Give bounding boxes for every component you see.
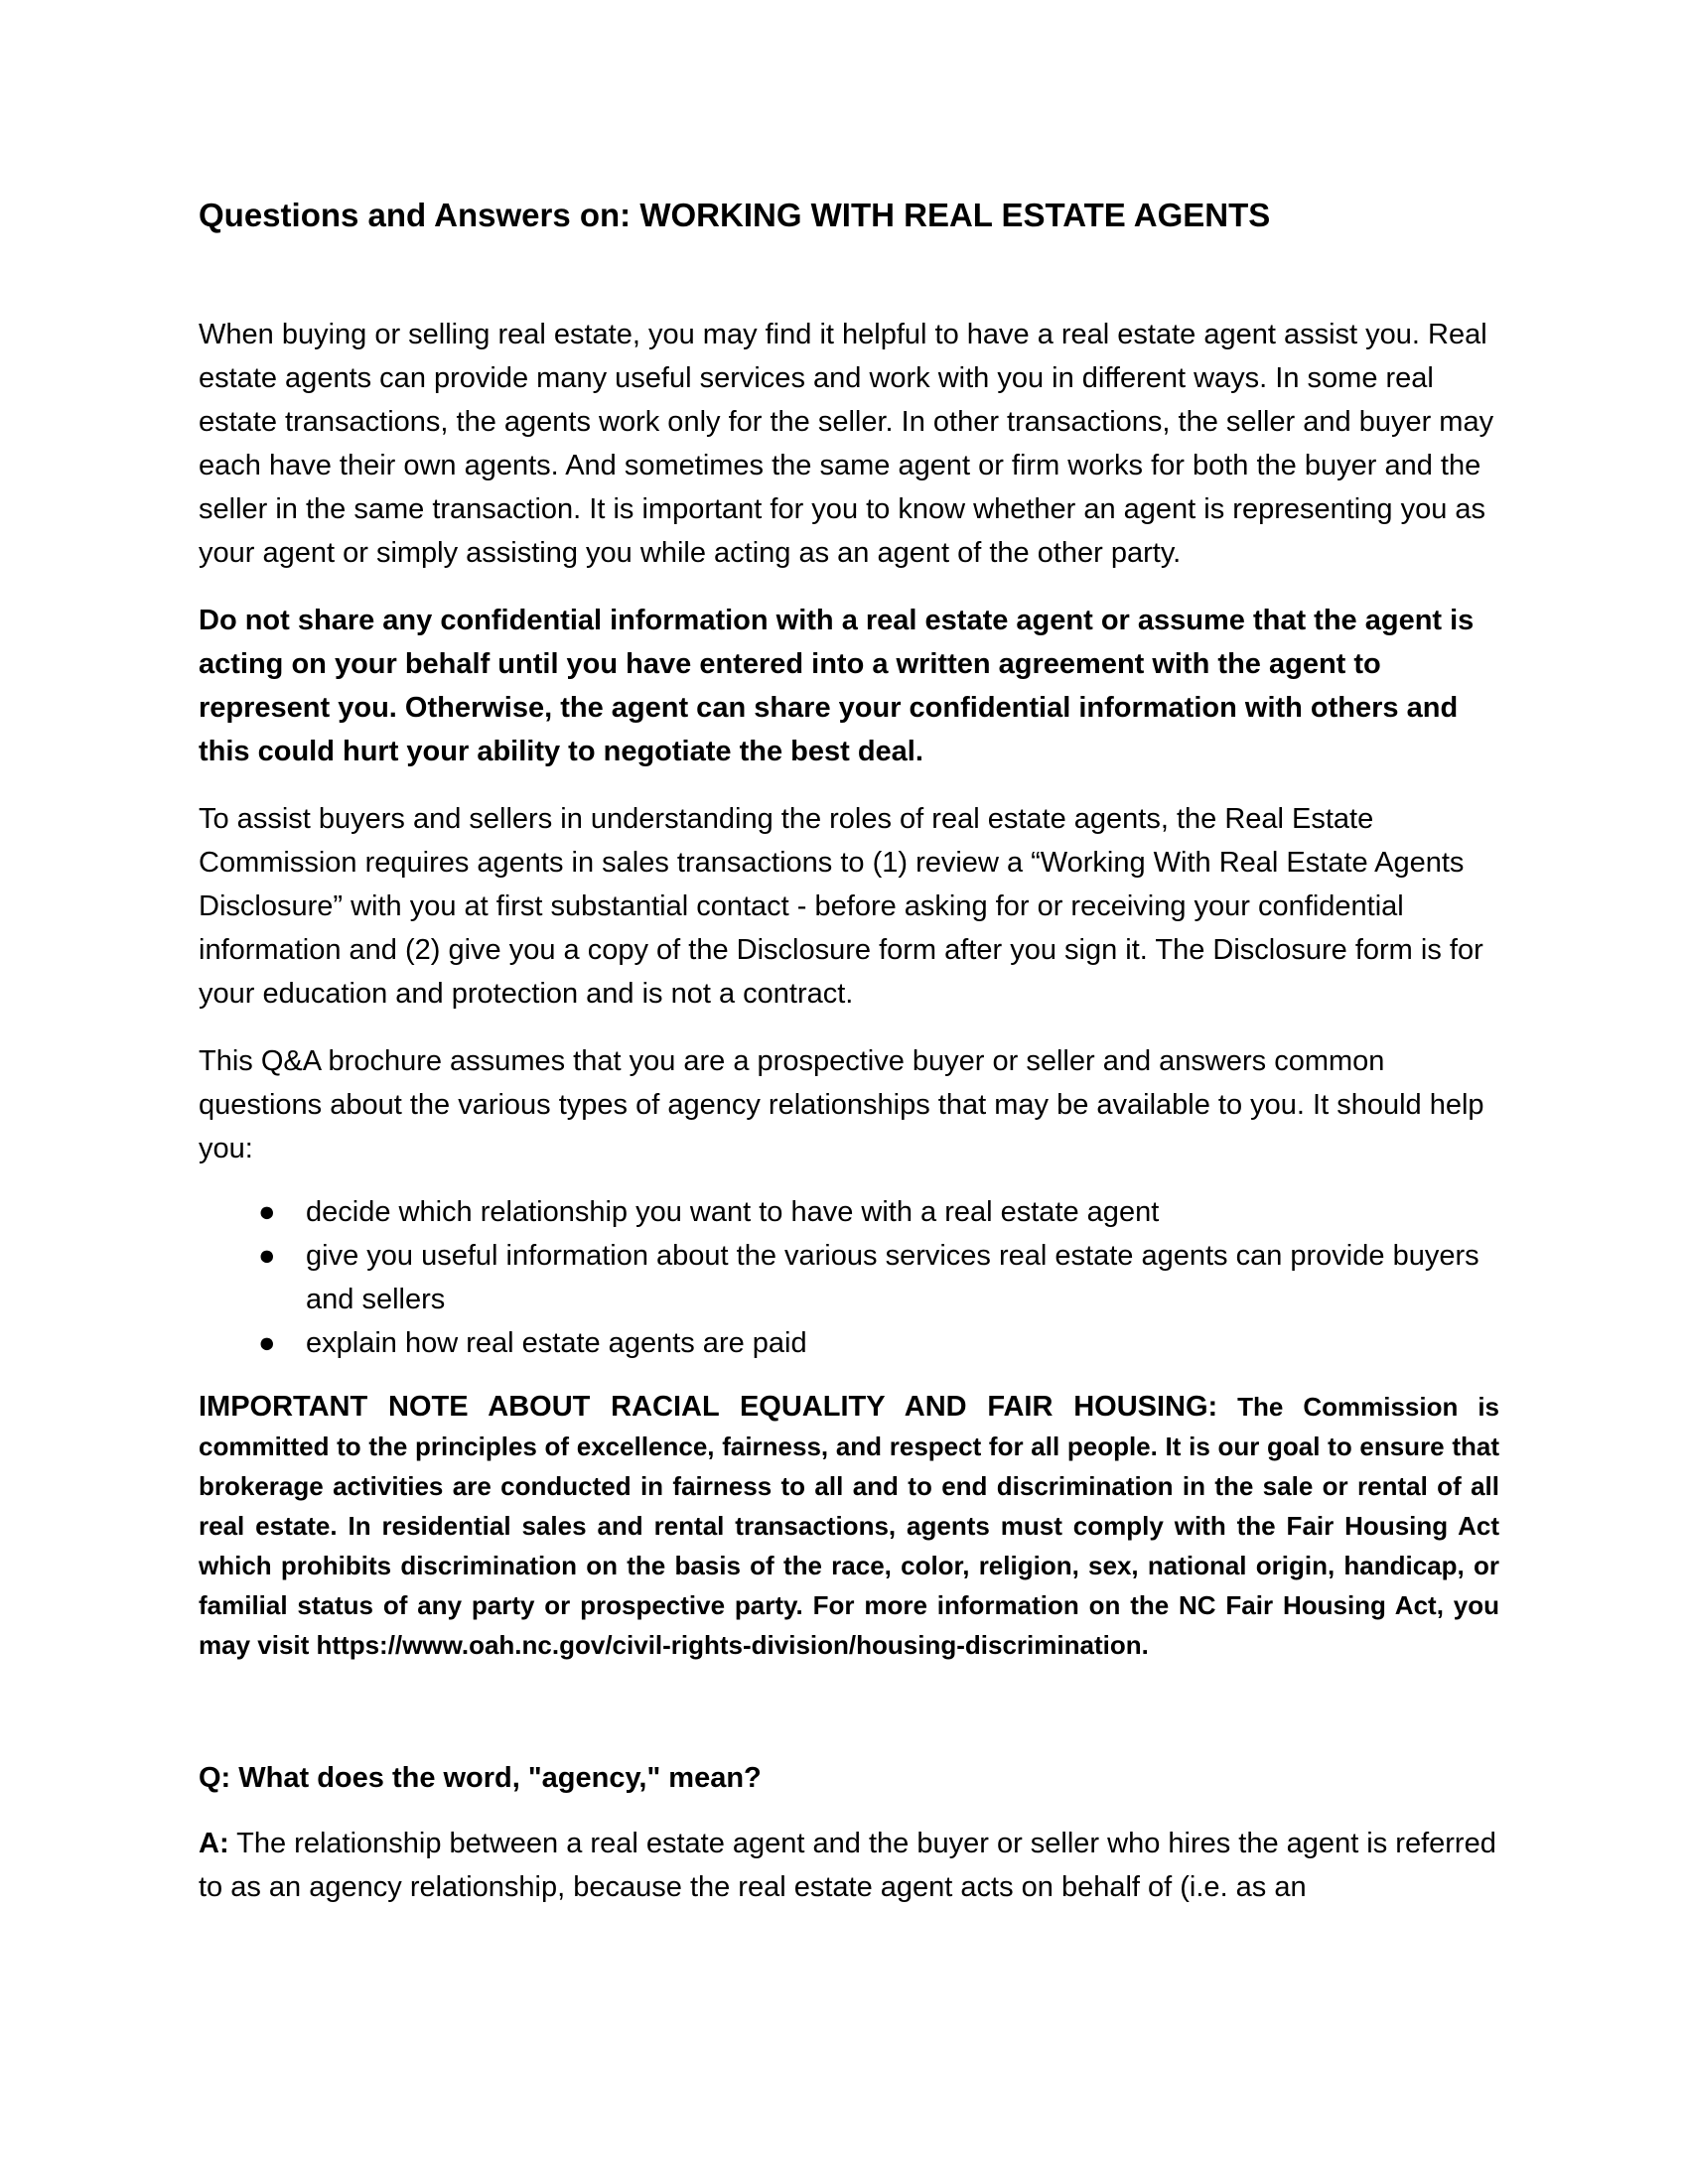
list-item <box>258 1321 1499 1365</box>
faq-question: Q: What does the word, "agency," mean? <box>199 1761 762 1794</box>
brochure-paragraph: This Q&A brochure assumes that you are a prospective buyer or seller and answers common questions about the various types of agency relationships that may be available to you. It should help you: <box>199 1044 1484 1164</box>
disclosure-paragraph: To assist buyers and sellers in understanding the roles of real estate agents, the Real Estate Commission requires agents in sales transactions to (1) review a “Working With Real Estate Agents Disclosure” with you at first substantial contact - before asking for or receiving your confidential information and (2) give you a copy of the Disclosure form after you sign it. The Disclosure form is for your education and protection and is not a contract. <box>199 802 1483 1010</box>
list-item <box>258 1234 1499 1321</box>
list-item-text: decide which relationship you want to have with a real estate agent <box>306 1195 1160 1228</box>
page-title: Questions and Answers on: WORKING WITH REAL ESTATE AGENTS <box>199 197 1271 233</box>
list-item <box>258 1190 1499 1234</box>
fair-housing-note-heading: IMPORTANT NOTE ABOUT RACIAL EQUALITY AND FAIR HOUSING: <box>199 1390 1218 1423</box>
fair-housing-note <box>199 1387 1499 1665</box>
faq-answer-text: The relationship between a real estate agent and the buyer or seller who hires the agent is referred to as an agency relationship, because the real estate agent acts on behalf of (i.e. as an <box>199 1827 1496 1903</box>
warning-paragraph: Do not share any confidential information with a real estate agent or assume that the agent is acting on your behalf until you have entered into a written agreement with the agent to represent you. Otherwise, the agent can share your confidential information with others and this could hurt your ability to negotiate the best deal. <box>199 604 1475 767</box>
list-item-text: explain how real estate agents are paid <box>306 1326 807 1359</box>
benefits-list <box>199 1190 1499 1365</box>
document-page <box>199 195 1499 1933</box>
list-item-text: give you useful information about the various services real estate agents can provide buyers and sellers <box>306 1239 1479 1315</box>
intro-paragraph: When buying or selling real estate, you may find it helpful to have a real estate agent assist you. Real estate agents can provide many useful services and work with you in different ways. In some real estate transactions, the agents work only for the seller. In other transactions, the seller and buyer may each have their own agents. And sometimes the same agent or firm works for both the buyer and the seller in the same transaction. It is important for you to know whether an agent is representing you as your agent or simply assisting you while acting as an agent of the other party. <box>199 318 1494 569</box>
fair-housing-note-body: The Commission is committed to the principles of excellence, fairness, and respect for all people. It is our goal to ensure that brokerage activities are conducted in fairness to all and to end discrimination in the sale or rental of all real estate. In residential sales and rental transactions, agents must comply with the Fair Housing Act which prohibits discrimination on the basis of the race, color, religion, sex, national origin, handicap, or familial status of any party or prospective party. For more information on the NC Fair Housing Act, you may visit https://www.oah.nc.gov/civil-rights-division/housing-discrimination. <box>199 1391 1500 1660</box>
faq-answer-label: A: <box>199 1827 229 1859</box>
bullet-icon: ● <box>258 1326 276 1359</box>
bullet-icon: ● <box>258 1195 276 1228</box>
faq-answer <box>199 1822 1499 1909</box>
bullet-icon: ● <box>258 1239 276 1272</box>
